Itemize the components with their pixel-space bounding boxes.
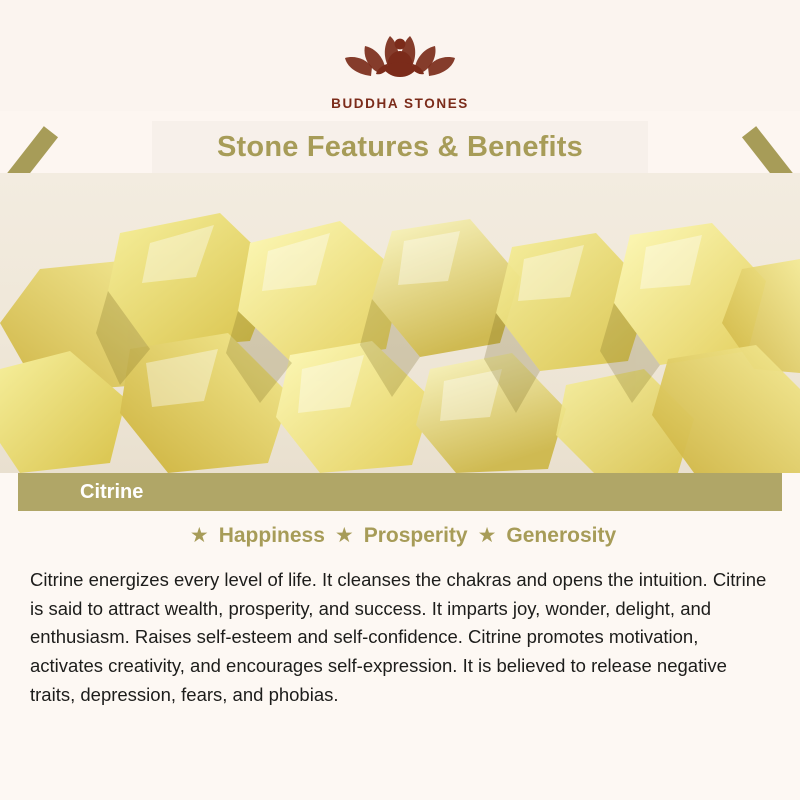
brand-header [0,0,800,111]
keyword-list [0,511,800,554]
lotus-meditation-icon [0,22,800,92]
page-title: Stone Features & Benefits [217,131,583,163]
stone-name-bar [0,473,800,511]
citrine-photo [0,173,800,473]
star-icon: ★ [477,524,497,547]
title-banner [0,121,800,173]
keyword-happiness: Happiness [218,523,325,547]
keyword-prosperity: Prosperity [363,523,468,547]
keyword-generosity: Generosity [506,523,617,547]
star-icon: ★ [189,524,209,547]
stone-name: Citrine [80,481,144,503]
brand-name: BUDDHA STONES [331,96,469,111]
star-icon: ★ [334,524,354,547]
stone-description: Citrine energizes every level of life. It cleanses the chakras and opens the intuition. Citrine is said to attract wealth, prosperity, and success. It imparts joy, wonder, delight, and enthusiasm. Raises self-esteem and self-confidence. Citrine promotes motivation, activates creativity, and encourages self-expression. It is believed to release negative traits, depression, fears, and phobias. [0,554,800,800]
